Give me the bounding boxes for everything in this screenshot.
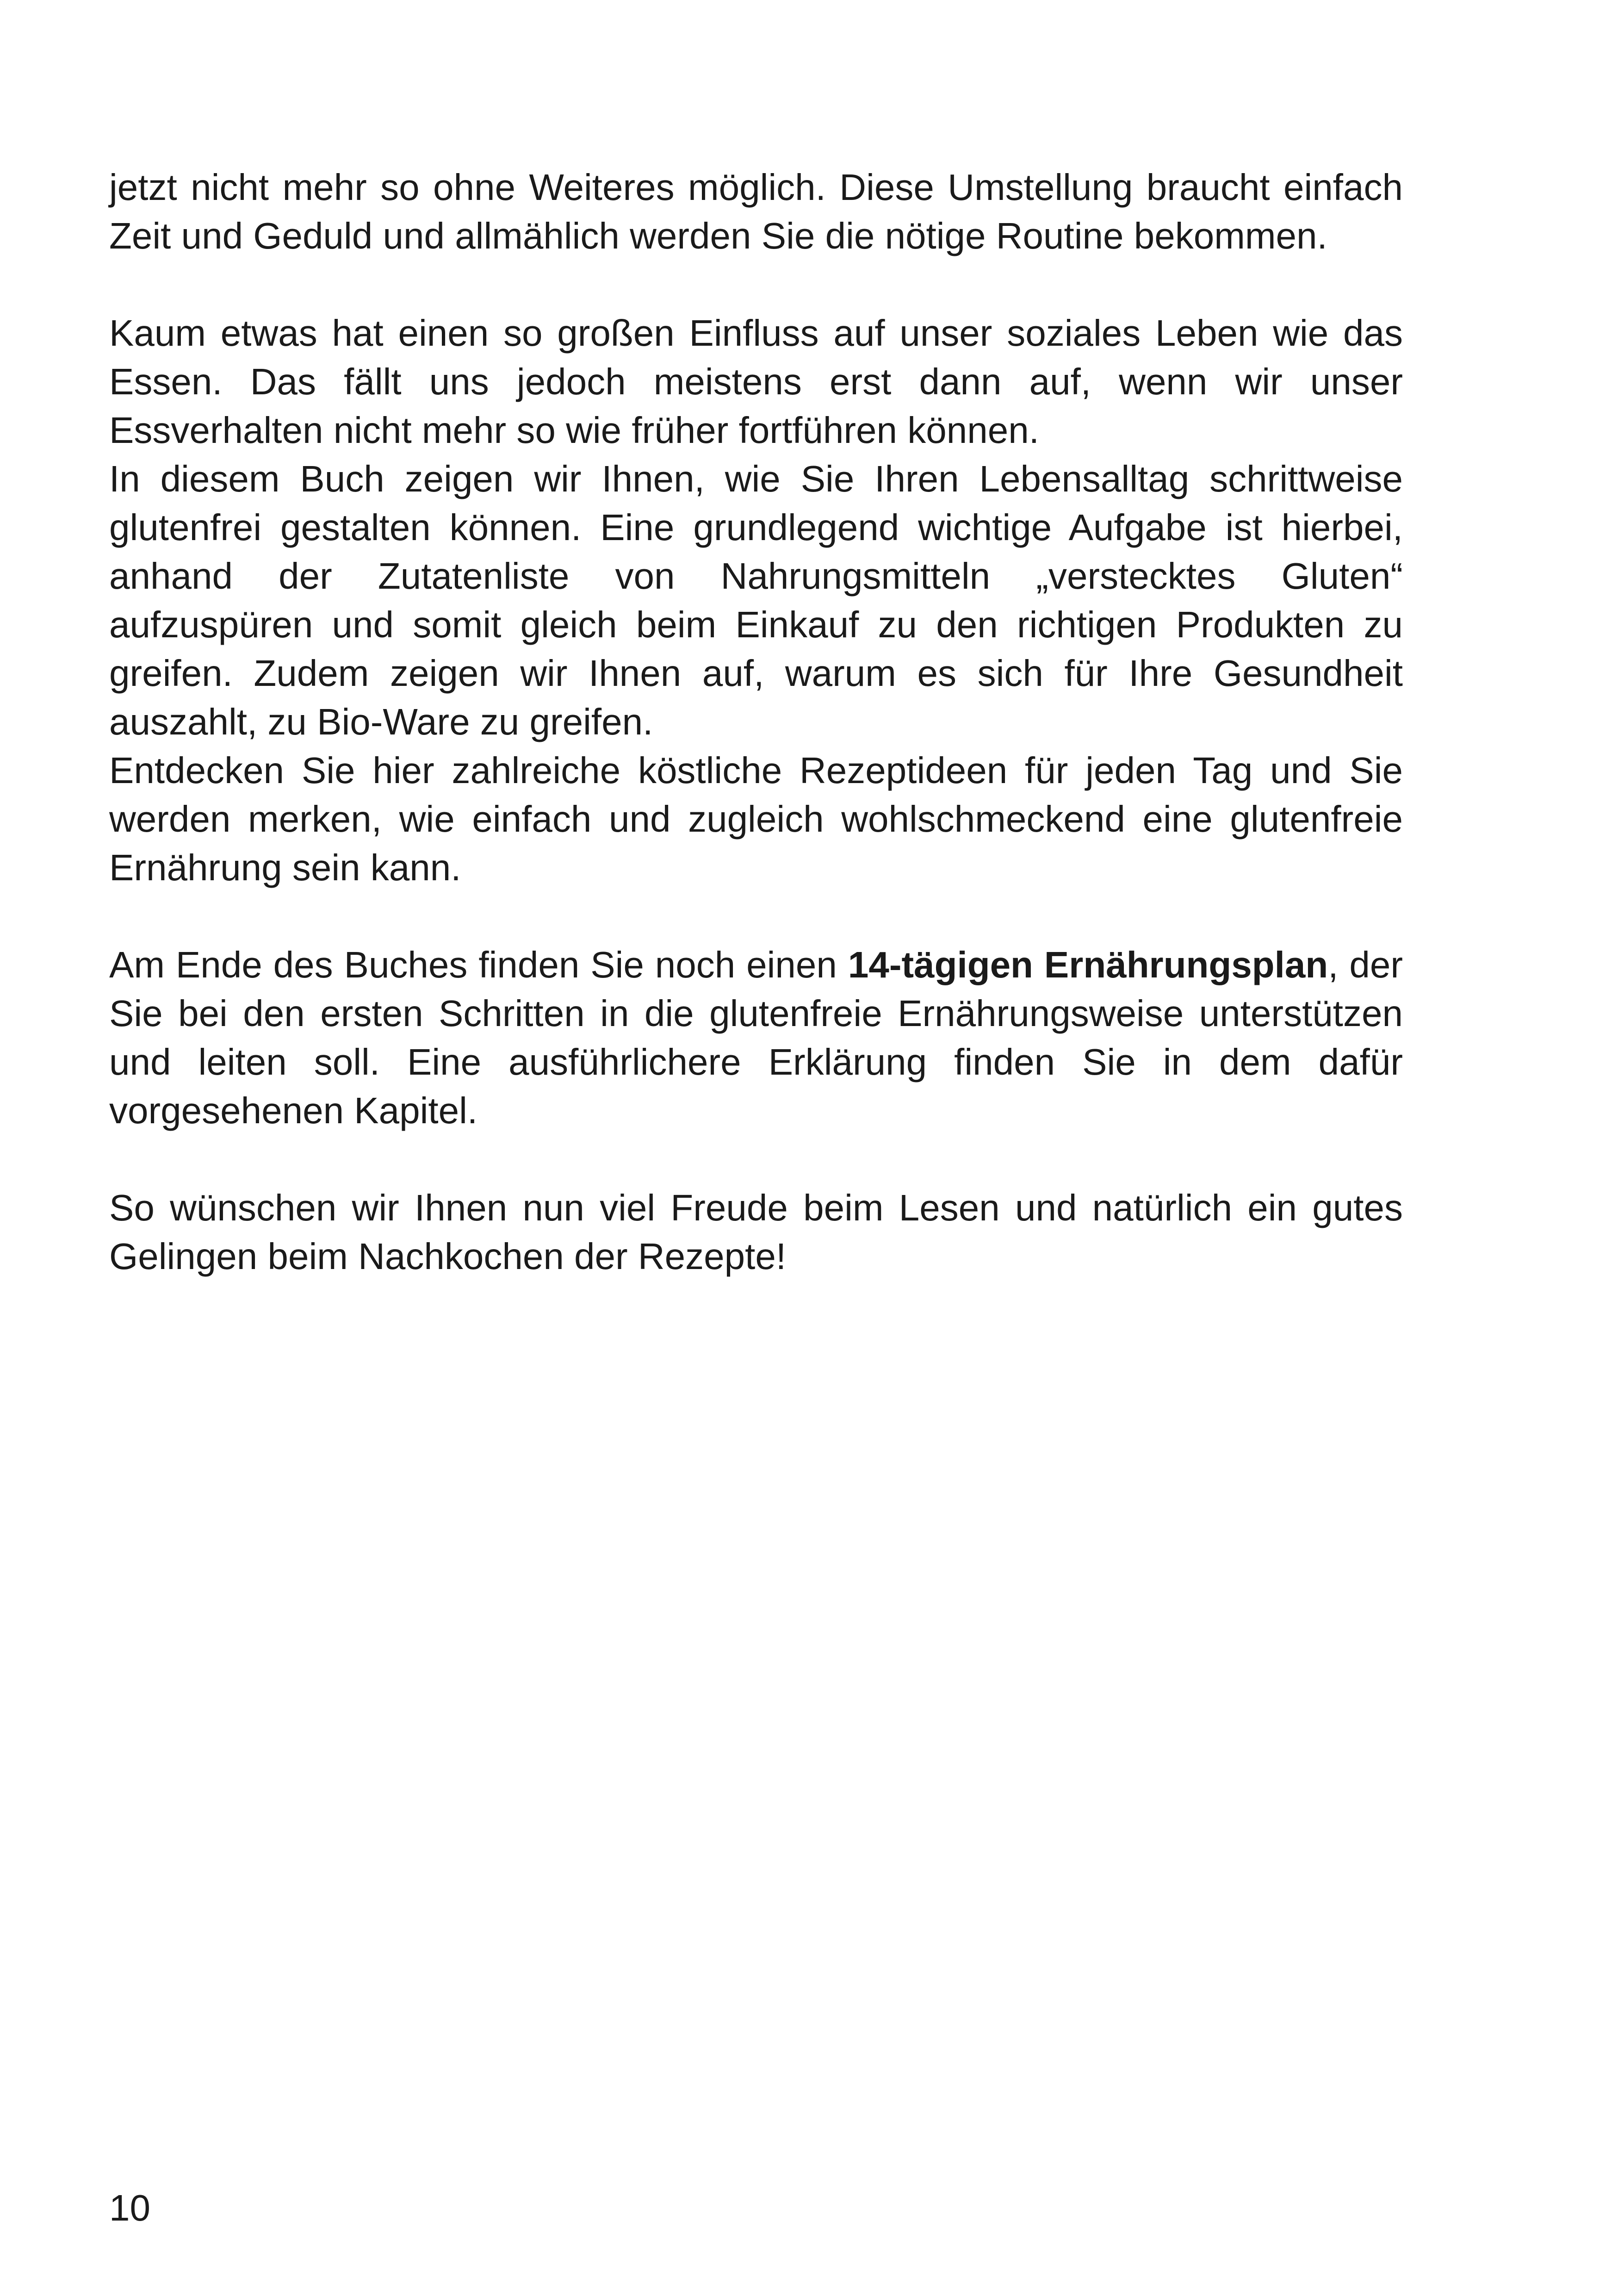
- body-text: [109, 163, 1403, 1281]
- page-number: 10: [109, 2187, 150, 2228]
- paragraph-3: In diesem Buch zeigen wir Ihnen, wie Sie Ihren Lebensalltag schrittweise glutenfrei gestalten können. Eine grundlegend wichtige Aufgabe ist hierbei, anhand der Zutatenliste von Nahrungsmitteln „verstecktes Gluten“ aufzuspüren und somit gleich beim Einkauf zu den richtigen Produkten zu greifen. Zudem zeigen wir Ihnen auf, warum es sich für Ihre Gesundheit auszahlt, zu Bio-Ware zu greifen.: [109, 458, 1403, 742]
- meal-plan-highlight: 14-tägigen Ernährungsplan: [848, 944, 1328, 985]
- paragraph-5-text-before: Am Ende des Buches finden Sie noch einen: [109, 944, 848, 985]
- paragraph-6: So wünschen wir Ihnen nun viel Freude beim Lesen und natürlich ein gutes Gelingen beim Nachkochen der Rezepte!: [109, 1187, 1403, 1277]
- paragraph-2: Kaum etwas hat einen so großen Einfluss auf unser soziales Leben wie das Essen. Das fällt uns jedoch meistens erst dann auf, wenn wir unser Essverhalten nicht mehr so wie früher fortführen können.: [109, 312, 1403, 451]
- paragraph-5: [109, 940, 1403, 1135]
- paragraph-5-text-after: , der Sie bei den ersten Schritten in die glutenfreie Ernährungsweise unterstützen und leiten soll. Eine ausführlichere Erklärung finden Sie in dem dafür vorgesehenen Kapitel.: [109, 944, 1403, 1131]
- paragraph-1: jetzt nicht mehr so ohne Weiteres möglich. Diese Umstellung braucht einfach Zeit und Geduld und allmählich werden Sie die nötige Routine bekommen.: [109, 167, 1403, 256]
- paragraph-4: Entdecken Sie hier zahlreiche köstliche Rezeptideen für jeden Tag und Sie werden merken, wie einfach und zugleich wohlschmeckend eine glutenfreie Ernährung sein kann.: [109, 750, 1403, 888]
